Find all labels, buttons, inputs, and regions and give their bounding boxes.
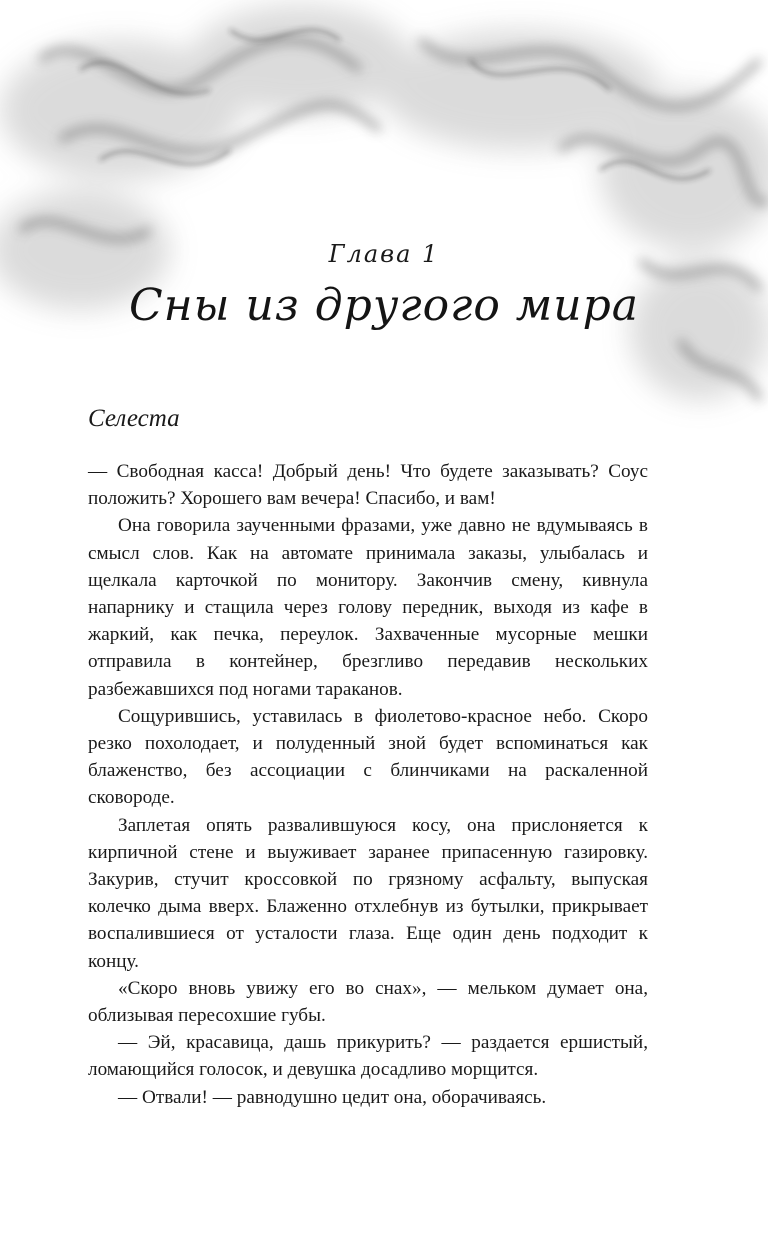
paragraph: — Отвали! — равнодушно цедит она, оборачиваясь.	[118, 1086, 547, 1108]
paragraph: Она говорила заученными фразами, уже давно не вдумываясь в смысл слов. Как на автомате принимала заказы, улыбалась и щелкала карточкой по монитору. Закончив смену, кивнула напарнику и стащила через голову передник, выходя из кафе в жаркий, как печка, переулок. Захваченные мусорные мешки отправила в контейнер, брезгливо передавив нескольких разбежавшихся под ногами тараканов.	[88, 515, 648, 700]
chapter-label: Глава 1	[328, 240, 440, 268]
smoke-illustration	[0, 0, 768, 440]
chapter-text	[88, 458, 648, 1111]
paragraph: Заплетая опять развалившуюся косу, она прислоняется к кирпичной стене и выуживает заранее припасенную газировку. Закурив, стучит кроссовкой по грязному асфальту, выпуская колечко дыма вверх. Блаженно отхлебнув из бутылки, прикрывает воспалившиеся от усталости глаза. Еще один день подходит к концу.	[88, 814, 648, 972]
paragraph: «Скоро вновь увижу его во снах», — мельком думает она, облизывая пересохшие губы.	[88, 977, 648, 1027]
paragraph: Сощурившись, уставилась в фиолетово-красное небо. Скоро резко похолодает, и полуденный зной будет вспоминаться как блаженство, без ассоциации с блинчиками на раскаленной сковороде.	[88, 705, 648, 809]
pov-character-name: Селеста	[88, 405, 180, 432]
paragraph: — Эй, красавица, дашь прикурить? — раздается ершистый, ломающийся голосок, и девушка досадливо морщится.	[88, 1032, 648, 1081]
paragraph: — Свободная касса! Добрый день! Что будете заказывать? Соус положить? Хорошего вам вечера! Спасибо, и вам!	[88, 461, 648, 510]
chapter-title: Сны из другого мира	[128, 280, 640, 331]
